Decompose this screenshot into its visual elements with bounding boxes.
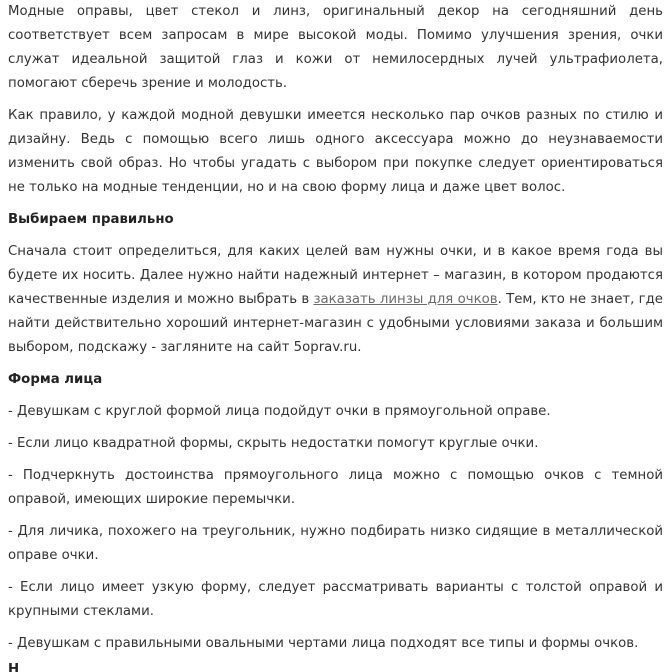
section-heading-face-shape: Форма лица: [8, 372, 103, 387]
list-item-round: - Девушкам с круглой формой лица подойдут очки в прямоугольной оправе.: [8, 404, 551, 419]
list-item-rectangle: - Подчеркнуть достоинства прямоугольного лица можно с помощью очков с темной оправой, имеющих широкие перемычки.: [8, 468, 663, 507]
shop-paragraph-text-after: . Тем, кто не знает, где найти действительно хороший интернет-магазин с удобными условиями заказа и большим выбором, подскажу - загляните на сайт 5oprav.ru.: [8, 292, 663, 355]
order-lenses-link[interactable]: заказать линзы для очков: [313, 292, 498, 307]
list-item-triangle: - Для личика, похожего на треугольник, нужно подбирать низко сидящие в металлической оправе очки.: [8, 524, 663, 563]
shop-paragraph-text-before: Сначала стоит определиться, для каких целей вам нужны очки, и в какое время года вы будете их носить. Далее нужно найти надежный интернет – магазин, в котором продаются качественные изделия и можно выбрать в: [8, 244, 663, 307]
section-heading-choose: Выбираем правильно: [8, 212, 174, 227]
intro-paragraph: Модные оправы, цвет стекол и линз, оригинальный декор на сегодняшний день соответствует всем запросам в мире высокой моды. Помимо улучшения зрения, очки служат идеальной защитой глаз и кожи от немилосердных лучей ультрафиолета, помогают сберечь зрение и молодость.: [8, 4, 663, 91]
style-paragraph: Как правило, у каждой модной девушки имеется несколько пар очков разных по стилю и дизайну. Ведь с помощью всего лишь одного аксессуара можно до неузнаваемости изменить свой образ. Но чтобы угадать с выбором при покупке следует ориентироваться не только на модные тенденции, но и на свою форму лица и даже цвет волос.: [8, 108, 663, 195]
list-item-narrow: - Если лицо имеет узкую форму, следует рассматривать варианты с толстой оправой и крупными стеклами.: [8, 580, 663, 619]
list-item-square: - Если лицо квадратной формы, скрыть недостатки помогут круглые очки.: [8, 436, 539, 451]
list-item-oval: - Девушкам с правильными овальными чертами лица подходят все типы и формы очков.: [8, 636, 639, 651]
shop-paragraph: [8, 240, 663, 360]
next-section-heading-partial: Н: [8, 662, 20, 672]
